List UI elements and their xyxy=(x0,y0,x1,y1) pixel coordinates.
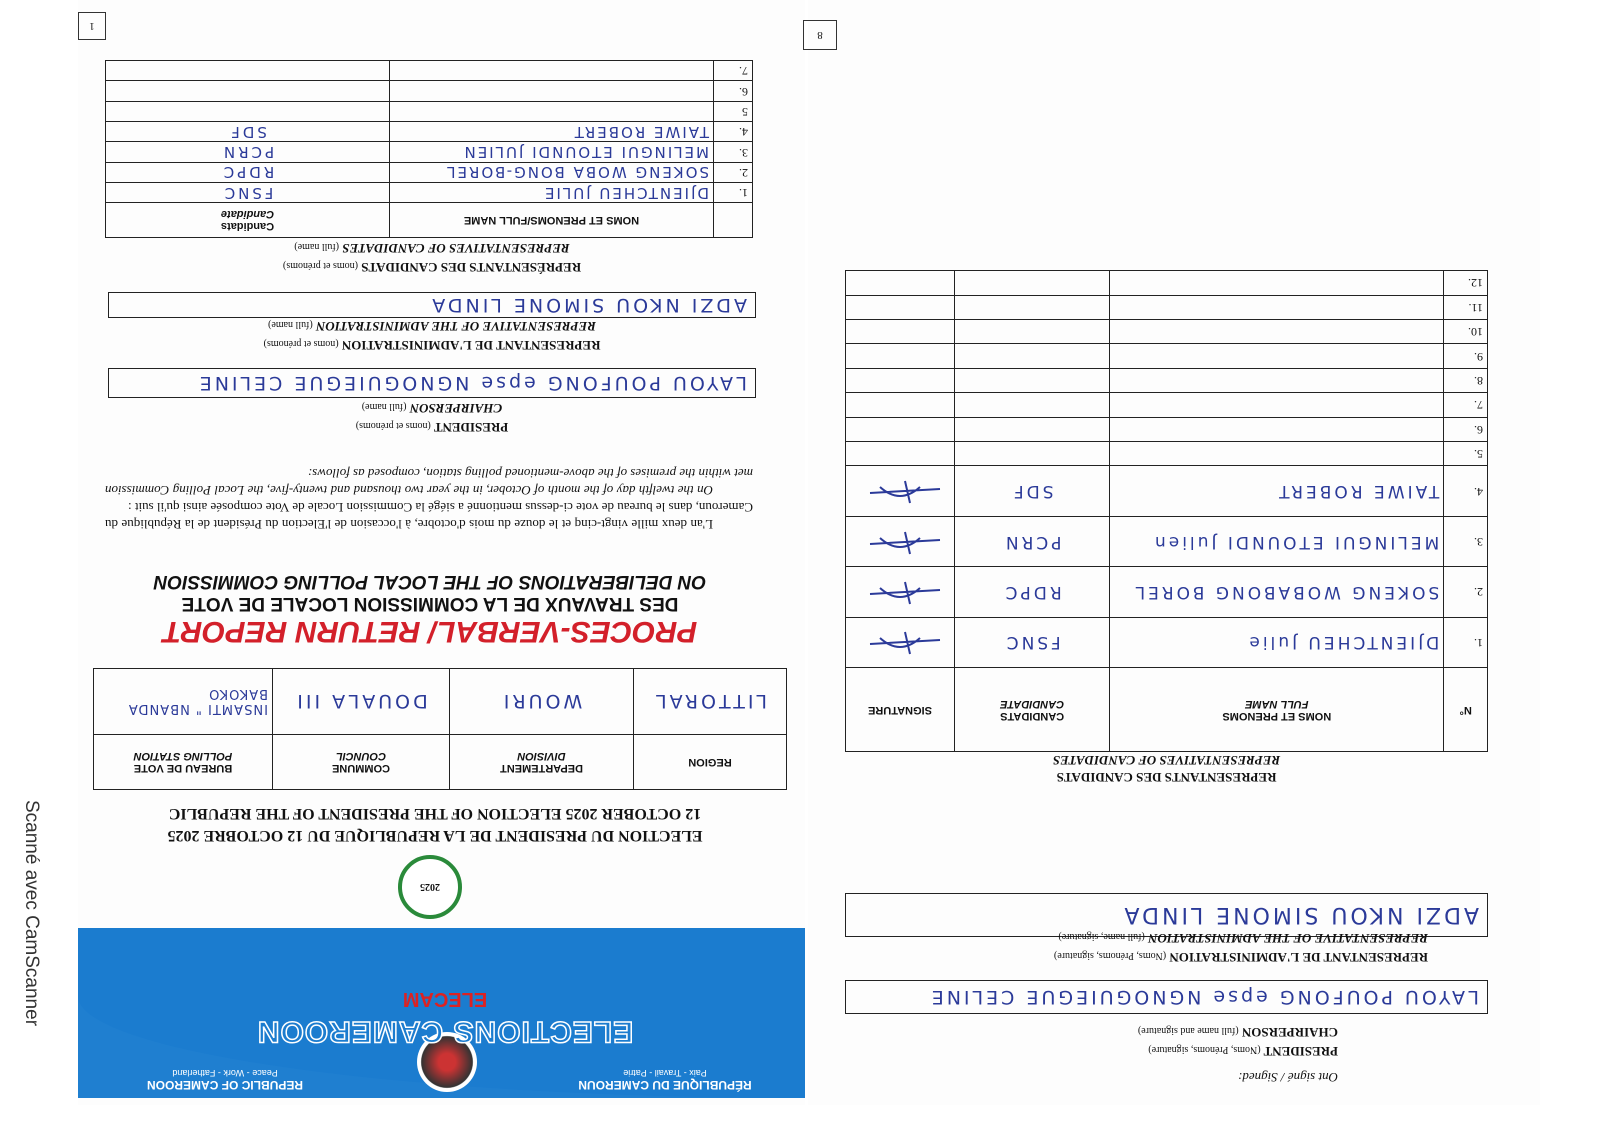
rep-name: TAIWE ROBERT xyxy=(1110,466,1444,516)
table-row xyxy=(846,516,1488,566)
signature-scribble-icon xyxy=(850,530,950,558)
rep-candidate xyxy=(955,271,1110,296)
table-row xyxy=(846,271,1488,296)
rep-candidate: SDF xyxy=(106,122,390,142)
rep-name xyxy=(1110,295,1444,319)
table-row xyxy=(846,417,1488,441)
row-number: 10. xyxy=(1444,319,1488,343)
reps-label: REPRÉSENTANTS DES CANDIDATS (noms et prénoms) REPRESENTATIVES OF CANDIDATES (full name) xyxy=(282,241,582,275)
table-row xyxy=(106,81,753,101)
table-row xyxy=(106,101,753,121)
row-number: 9. xyxy=(1444,344,1488,368)
brand-short: ELECAM xyxy=(402,988,488,1010)
table-row xyxy=(846,466,1488,516)
president-label-right: PRESIDENT (Noms, Prénoms, signature) CHAIRPERSON (full name and signature) xyxy=(1137,1025,1338,1059)
table-row xyxy=(846,344,1488,368)
table-row xyxy=(106,183,753,203)
row-number: 1. xyxy=(1444,617,1488,667)
rep-name: SOKENG WOBA BONG-BOREL xyxy=(390,162,714,182)
signature-scribble-icon xyxy=(850,479,950,507)
report-title-block: PROCES-VERBAL/ RETURN REPORT DES TRAVAUX DE LA COMMISSION LOCALE DE VOTE ON DELIBERATIONS OF THE LOCAL POLLING COMMISSION xyxy=(100,553,760,648)
reps-label-right: REPRESENTANTS DES CANDIDATS REPRESENTATIVES OF CANDIDATES xyxy=(1052,753,1281,785)
table-row xyxy=(106,122,753,142)
location-table: REGION DEPARTEMENT DIVISION COMMUNE COUNCIL BUREAU DE VOTE POLLING STATION LITTORAL WOURI DOUALA III INSAMTI " NBANDA BAKOKO xyxy=(93,668,787,790)
table-row xyxy=(106,142,753,162)
rep-candidate xyxy=(955,344,1110,368)
scanner-watermark: Scanné avec CamScanner xyxy=(21,800,42,1027)
rep-candidate xyxy=(106,61,390,81)
row-number: 4. xyxy=(1444,466,1488,516)
signature-cell xyxy=(846,417,955,441)
rep-name xyxy=(1110,393,1444,417)
rep-candidate xyxy=(955,368,1110,392)
signature-scribble-icon xyxy=(850,630,950,658)
table-row xyxy=(846,319,1488,343)
rep-name: MELINGUI ETOUNDI Julien xyxy=(1110,516,1444,566)
rep-name xyxy=(1110,271,1444,296)
rep-name xyxy=(390,61,714,81)
table-row xyxy=(846,393,1488,417)
row-number: 8. xyxy=(1444,368,1488,392)
table-row xyxy=(846,295,1488,319)
rep-candidate: PCRN xyxy=(106,142,390,162)
council-value: DOUALA III xyxy=(273,669,450,735)
signature-cell xyxy=(846,567,955,617)
rep-candidate: PCRN xyxy=(955,516,1110,566)
row-number: 6. xyxy=(1444,417,1488,441)
row-number: 6. xyxy=(714,81,753,101)
intro-paragraph: L'an deux mille vingt-cinq et le douze du mois d'octobre, à l'occasion de l'Election du Président de la République du Cameroun, dans le bureau de vote ci-dessus mentionné a siégé la Commission Locale de Vote composée ainsi qu'il suit : On the twelfth day of the month of October, in the year two thousand and twenty-five, the Local Polling Commission met within the premises of the above-mentioned polling station, composed as follows: xyxy=(105,466,753,532)
rep-candidate: SDF xyxy=(955,466,1110,516)
rep-name xyxy=(1110,417,1444,441)
rep-candidate xyxy=(106,101,390,121)
row-number: 4. xyxy=(714,122,753,142)
rep-name xyxy=(1110,442,1444,466)
signature-cell xyxy=(846,368,955,392)
election-title: ELECTION DU PRESIDENT DE LA REPUBLIQUE DU 12 OCTOBRE 2025 12 OCTOBER 2025 ELECTION OF THE PRESIDENT OF THE REPUBLIC xyxy=(167,805,703,844)
signature-cell xyxy=(846,271,955,296)
row-number: 11. xyxy=(1444,295,1488,319)
signature-cell xyxy=(846,393,955,417)
admin-label-right: REPRESENTANT DE L'ADMINISTRATION (Noms, Prénoms, signature) REPRESENTATIVE OF THE ADMINISTRATION (full name, signature) xyxy=(1053,931,1428,965)
polling-station-value: INSAMTI " NBANDA BAKOKO xyxy=(94,669,273,735)
report-title: PROCES-VERBAL/ RETURN REPORT xyxy=(162,615,698,648)
signature-cell xyxy=(846,344,955,368)
rep-candidate xyxy=(955,442,1110,466)
president-field-right[interactable]: LAYOU POUFONG epse NGNOGUIEGUE CELINE xyxy=(845,980,1488,1014)
signature-cell xyxy=(846,319,955,343)
division-value: WOURI xyxy=(450,669,634,735)
rep-name xyxy=(390,101,714,121)
row-number: 3. xyxy=(714,142,753,162)
elecam-header: RÉPUBLIQUE DU CAMEROUN Paix - Travail - Patrie REPUBLIC OF CAMEROON Peace - Work - Fatherland ELECTIONS CAMEROON ELECAM xyxy=(78,928,805,1098)
row-number: 7. xyxy=(1444,393,1488,417)
row-number: 2. xyxy=(714,162,753,182)
signature-cell xyxy=(846,442,955,466)
row-number: 1. xyxy=(714,183,753,203)
rep-name: DJIENTCHEU Julie xyxy=(1110,617,1444,667)
table-row xyxy=(846,442,1488,466)
rep-name xyxy=(1110,344,1444,368)
rep-candidate xyxy=(955,295,1110,319)
rep-name: DJIENTCHEU JULIE xyxy=(390,183,714,203)
region-value: LITTORAL xyxy=(634,669,787,735)
elecam-seal: 2025 xyxy=(398,855,462,919)
page-number-left: 1 xyxy=(78,12,106,40)
rep-candidate: FSNC xyxy=(955,617,1110,667)
rep-candidate xyxy=(955,393,1110,417)
signed-label: Ont signé / Signed: xyxy=(1237,1070,1338,1085)
row-number: 7. xyxy=(714,61,753,81)
admin-field-right[interactable]: ADZI NKOU SIMONE LINDA xyxy=(845,893,1488,937)
president-label: PRESIDENT (noms et prénoms) CHAIRPERSON (full name) xyxy=(355,401,509,435)
rep-candidate: RDPC xyxy=(955,567,1110,617)
signature-cell xyxy=(846,516,955,566)
table-row xyxy=(846,368,1488,392)
rep-candidate: RDPC xyxy=(106,162,390,182)
table-row xyxy=(846,567,1488,617)
president-field[interactable]: LAYOU POUFONG epse NGNOGUIEGUE CELINE xyxy=(108,368,756,398)
rep-name: MELINGUI ETOUNDI JULIEN xyxy=(390,142,714,162)
brand-name: ELECTIONS CAMEROON xyxy=(256,1015,634,1048)
rep-name xyxy=(1110,368,1444,392)
row-number: 5. xyxy=(1444,442,1488,466)
rep-candidate xyxy=(955,319,1110,343)
row-number: 2. xyxy=(1444,567,1488,617)
row-number: 12. xyxy=(1444,271,1488,296)
signature-scribble-icon xyxy=(850,580,950,608)
rep-name xyxy=(390,81,714,101)
signature-cell xyxy=(846,295,955,319)
admin-field[interactable]: ADZI NKOU SIMONE LINDA xyxy=(108,292,756,318)
rep-candidate xyxy=(955,417,1110,441)
rep-name: TAIWE ROBERT xyxy=(390,122,714,142)
rep-candidate: FSNC xyxy=(106,183,390,203)
rep-name xyxy=(1110,319,1444,343)
row-number: 5 xyxy=(714,101,753,121)
row-number: 3. xyxy=(1444,516,1488,566)
signature-cell xyxy=(846,617,955,667)
signature-cell xyxy=(846,466,955,516)
reps-table-left: NOMS ET PRENOMS/FULL NAME Candidats Candidate 1. DJIENTCHEU JULIE FSNC 2. SOKENG WOBA BONG-BOREL RDPC 3. MELINGUI ETOUNDI JULIEN PCRN 4. TAIWE ROBERT SDF 5 6. 7. xyxy=(105,60,753,238)
reps-table-right: N° NOMS ET PRENOMS FULL NAME CANDIDATS CANDIDATE SIGNATURE 1. DJIENTCHEU Julie FSNC 2. SOKENG WOBABONG BOREL RDPC 3. MELINGUI ETOUNDI Julien PCRN 4. TAIWE ROBERT SDF 5. 6. 7. 8. 9. 10. 11. 12. xyxy=(845,270,1488,752)
page-number-right: 8 xyxy=(803,20,837,50)
rep-candidate xyxy=(106,81,390,101)
admin-label: REPRESENTANT DE L'ADMINISTRATION (noms et prénoms) REPRESENTATIVE OF THE ADMINISTRATION (full name) xyxy=(263,319,601,353)
table-row xyxy=(846,617,1488,667)
table-row xyxy=(106,61,753,81)
rep-name: SOKENG WOBABONG BOREL xyxy=(1110,567,1444,617)
table-row xyxy=(106,162,753,182)
